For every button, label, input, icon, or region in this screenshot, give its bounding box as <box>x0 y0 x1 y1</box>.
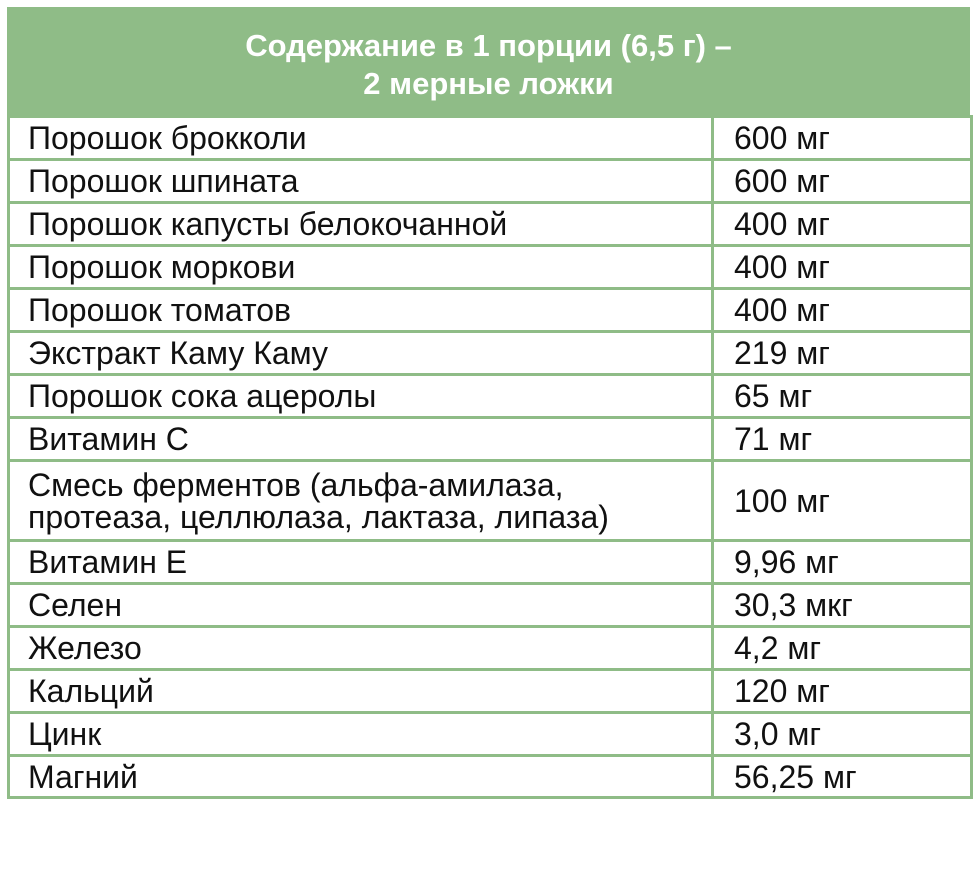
ingredient-name: Порошок сока ацеролы <box>9 375 713 418</box>
ingredient-name: Порошок томатов <box>9 289 713 332</box>
ingredient-amount: 71 мг <box>713 418 972 461</box>
ingredient-amount: 600 мг <box>713 117 972 160</box>
table-row <box>9 117 972 160</box>
table-row <box>9 160 972 203</box>
ingredient-name: Цинк <box>9 713 713 756</box>
table-row <box>9 203 972 246</box>
ingredient-name-line-1: Смесь ферментов (альфа-амилаза, <box>28 466 564 503</box>
table-row <box>9 670 972 713</box>
ingredient-name: Железо <box>9 627 713 670</box>
header-line-2: 2 мерные ложки <box>363 66 614 101</box>
ingredient-amount: 120 мг <box>713 670 972 713</box>
ingredient-name: Селен <box>9 584 713 627</box>
ingredient-amount: 219 мг <box>713 332 972 375</box>
ingredient-name: Магний <box>9 756 713 798</box>
table-row <box>9 246 972 289</box>
ingredient-name: Витамин Е <box>9 541 713 584</box>
table-row <box>9 375 972 418</box>
ingredient-amount: 56,25 мг <box>713 756 972 798</box>
table-row <box>9 756 972 798</box>
ingredients-table <box>7 115 973 799</box>
table-row <box>9 541 972 584</box>
table-row <box>9 461 972 541</box>
table-row <box>9 713 972 756</box>
ingredient-amount: 30,3 мкг <box>713 584 972 627</box>
header-line-1: Содержание в 1 порции (6,5 г) – <box>245 28 732 63</box>
ingredient-name: Витамин С <box>9 418 713 461</box>
table-row <box>9 332 972 375</box>
table-row <box>9 627 972 670</box>
ingredient-name: Порошок моркови <box>9 246 713 289</box>
ingredient-name: Экстракт Каму Каму <box>9 332 713 375</box>
table-row <box>9 418 972 461</box>
nutrition-table <box>7 7 970 799</box>
ingredient-amount: 65 мг <box>713 375 972 418</box>
table-row <box>9 584 972 627</box>
ingredient-amount: 400 мг <box>713 246 972 289</box>
ingredient-amount: 600 мг <box>713 160 972 203</box>
ingredient-amount: 400 мг <box>713 203 972 246</box>
ingredient-name: Порошок капусты белокочанной <box>9 203 713 246</box>
ingredient-amount: 4,2 мг <box>713 627 972 670</box>
table-row <box>9 289 972 332</box>
ingredient-name <box>9 461 713 541</box>
ingredient-name: Порошок шпината <box>9 160 713 203</box>
ingredient-name: Кальций <box>9 670 713 713</box>
ingredient-amount: 3,0 мг <box>713 713 972 756</box>
table-header <box>7 7 970 115</box>
ingredient-amount: 9,96 мг <box>713 541 972 584</box>
ingredient-name-line-2: протеаза, целлюлаза, лактаза, липаза) <box>28 498 609 535</box>
ingredient-amount: 400 мг <box>713 289 972 332</box>
ingredient-name: Порошок брокколи <box>9 117 713 160</box>
ingredient-amount: 100 мг <box>713 461 972 541</box>
